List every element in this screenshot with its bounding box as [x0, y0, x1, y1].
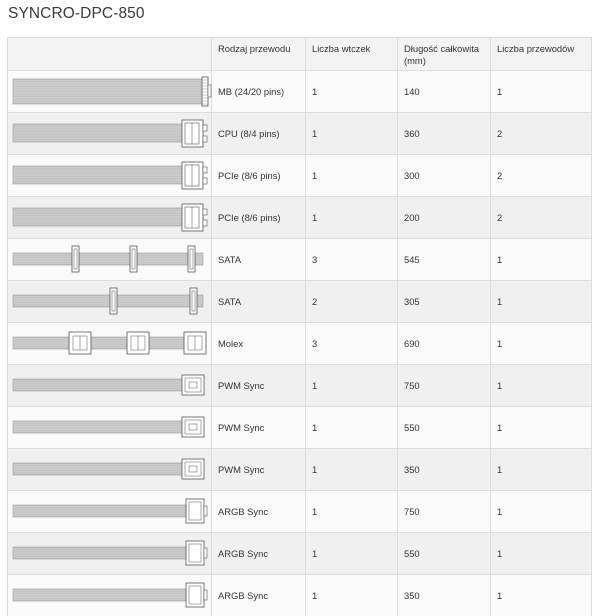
- mb-connector-icon: [202, 77, 208, 106]
- connector-count-cell: 1: [306, 113, 398, 155]
- table-row: [8, 491, 592, 533]
- argb-connector-icon: [186, 499, 207, 523]
- cable-type-cell: SATA: [212, 239, 306, 281]
- table-row: [8, 71, 592, 113]
- pcie-connector-icon: [182, 162, 207, 189]
- pwm-cable-drawing: [8, 365, 212, 406]
- connector-count-cell: 1: [306, 491, 398, 533]
- connector-count-cell: 2: [306, 281, 398, 323]
- pwm-connector-icon: [182, 417, 204, 437]
- connector-count-cell: 1: [306, 449, 398, 491]
- cable-image-cell: [8, 449, 212, 491]
- wire-count-cell: 1: [491, 71, 592, 113]
- pwm-connector-icon: [182, 375, 204, 395]
- wire-count-cell: 2: [491, 155, 592, 197]
- cable-type-cell: PWM Sync: [212, 365, 306, 407]
- length-cell: 550: [398, 533, 491, 575]
- pwm-cable-drawing: [8, 407, 212, 448]
- molex-cable-drawing: [8, 323, 212, 364]
- table-row: [8, 575, 592, 616]
- wire-count-cell: 2: [491, 113, 592, 155]
- wire-count-cell: 2: [491, 197, 592, 239]
- cable-image-cell: [8, 239, 212, 281]
- length-cell: 300: [398, 155, 491, 197]
- cable-type-cell: CPU (8/4 pins): [212, 113, 306, 155]
- length-cell: 140: [398, 71, 491, 113]
- length-cell: 360: [398, 113, 491, 155]
- cable-type-cell: PWM Sync: [212, 449, 306, 491]
- column-header-wires: Liczba przewodów: [491, 38, 592, 71]
- cable-image-cell: [8, 281, 212, 323]
- sata-cable-2-drawing: [8, 281, 212, 322]
- cable-type-cell: ARGB Sync: [212, 491, 306, 533]
- argb-connector-icon: [186, 541, 207, 565]
- connector-count-cell: 1: [306, 197, 398, 239]
- molex-connector-icon: [69, 332, 91, 354]
- column-header-image: [8, 38, 212, 71]
- column-header-count: Liczba wtczek: [306, 38, 398, 71]
- sata-connector-icon: [72, 246, 79, 272]
- sata-cable-3-drawing: [8, 239, 212, 280]
- connector-count-cell: 1: [306, 155, 398, 197]
- connector-count-cell: 1: [306, 575, 398, 616]
- cable-type-cell: ARGB Sync: [212, 533, 306, 575]
- argb-cable-drawing: [8, 491, 212, 532]
- table-row: [8, 113, 592, 155]
- cable-image-cell: [8, 365, 212, 407]
- argb-cable-drawing: [8, 575, 212, 616]
- length-cell: 750: [398, 491, 491, 533]
- cable-type-cell: ARGB Sync: [212, 575, 306, 616]
- cpu-cable-drawing: [8, 113, 212, 154]
- cable-image-cell: [8, 71, 212, 113]
- wire-count-cell: 1: [491, 491, 592, 533]
- connector-count-cell: 1: [306, 407, 398, 449]
- column-header-type: Rodzaj przewodu: [212, 38, 306, 71]
- cable-type-cell: PCIe (8/6 pins): [212, 197, 306, 239]
- cable-type-cell: PCIe (8/6 pins): [212, 155, 306, 197]
- cable-image-cell: [8, 197, 212, 239]
- wire-count-cell: 1: [491, 533, 592, 575]
- cable-type-cell: PWM Sync: [212, 407, 306, 449]
- argb-cable-drawing: [8, 533, 212, 574]
- sata-connector-icon: [190, 288, 197, 314]
- table-row: [8, 533, 592, 575]
- pcie-cable-drawing: [8, 197, 212, 238]
- cables-table: [7, 37, 592, 616]
- sata-connector-icon: [110, 288, 117, 314]
- cable-image-cell: [8, 575, 212, 616]
- molex-connector-icon: [127, 332, 149, 354]
- length-cell: 690: [398, 323, 491, 365]
- length-cell: 200: [398, 197, 491, 239]
- table-row: [8, 407, 592, 449]
- table-body: [8, 71, 592, 616]
- mb-cable-drawing: [8, 71, 212, 112]
- cable-image-cell: [8, 491, 212, 533]
- wire-count-cell: 1: [491, 323, 592, 365]
- cable-type-cell: SATA: [212, 281, 306, 323]
- cable-type-cell: Molex: [212, 323, 306, 365]
- table-row: [8, 197, 592, 239]
- length-cell: 350: [398, 575, 491, 616]
- table-row: [8, 239, 592, 281]
- table-row: [8, 323, 592, 365]
- column-header-length: Długość całkowita (mm): [398, 38, 491, 71]
- length-cell: 750: [398, 365, 491, 407]
- wire-count-cell: 1: [491, 575, 592, 616]
- length-cell: 350: [398, 449, 491, 491]
- connector-count-cell: 1: [306, 71, 398, 113]
- wire-count-cell: 1: [491, 239, 592, 281]
- sata-connector-icon: [188, 246, 195, 272]
- pwm-cable-drawing: [8, 449, 212, 490]
- connector-count-cell: 3: [306, 323, 398, 365]
- table-row: [8, 281, 592, 323]
- length-cell: 550: [398, 407, 491, 449]
- connector-count-cell: 1: [306, 365, 398, 407]
- connector-count-cell: 1: [306, 533, 398, 575]
- connector-count-cell: 3: [306, 239, 398, 281]
- wire-count-cell: 1: [491, 281, 592, 323]
- page-title: SYNCRO-DPC-850: [8, 5, 145, 22]
- cable-image-cell: [8, 113, 212, 155]
- table-row: [8, 155, 592, 197]
- wire-count-cell: 1: [491, 365, 592, 407]
- table-header-row: [8, 38, 592, 71]
- cpu-connector-icon: [182, 120, 207, 147]
- wire-count-cell: 1: [491, 449, 592, 491]
- table-row: [8, 449, 592, 491]
- molex-connector-icon: [184, 332, 206, 354]
- pwm-connector-icon: [182, 459, 204, 479]
- length-cell: 545: [398, 239, 491, 281]
- wire-count-cell: 1: [491, 407, 592, 449]
- argb-connector-icon: [186, 583, 207, 607]
- pcie-cable-drawing: [8, 155, 212, 196]
- length-cell: 305: [398, 281, 491, 323]
- cable-image-cell: [8, 323, 212, 365]
- pcie-connector-icon: [182, 204, 207, 231]
- cable-image-cell: [8, 407, 212, 449]
- table-row: [8, 365, 592, 407]
- cable-type-cell: MB (24/20 pins): [212, 71, 306, 113]
- cable-image-cell: [8, 533, 212, 575]
- sata-connector-icon: [130, 246, 137, 272]
- cable-image-cell: [8, 155, 212, 197]
